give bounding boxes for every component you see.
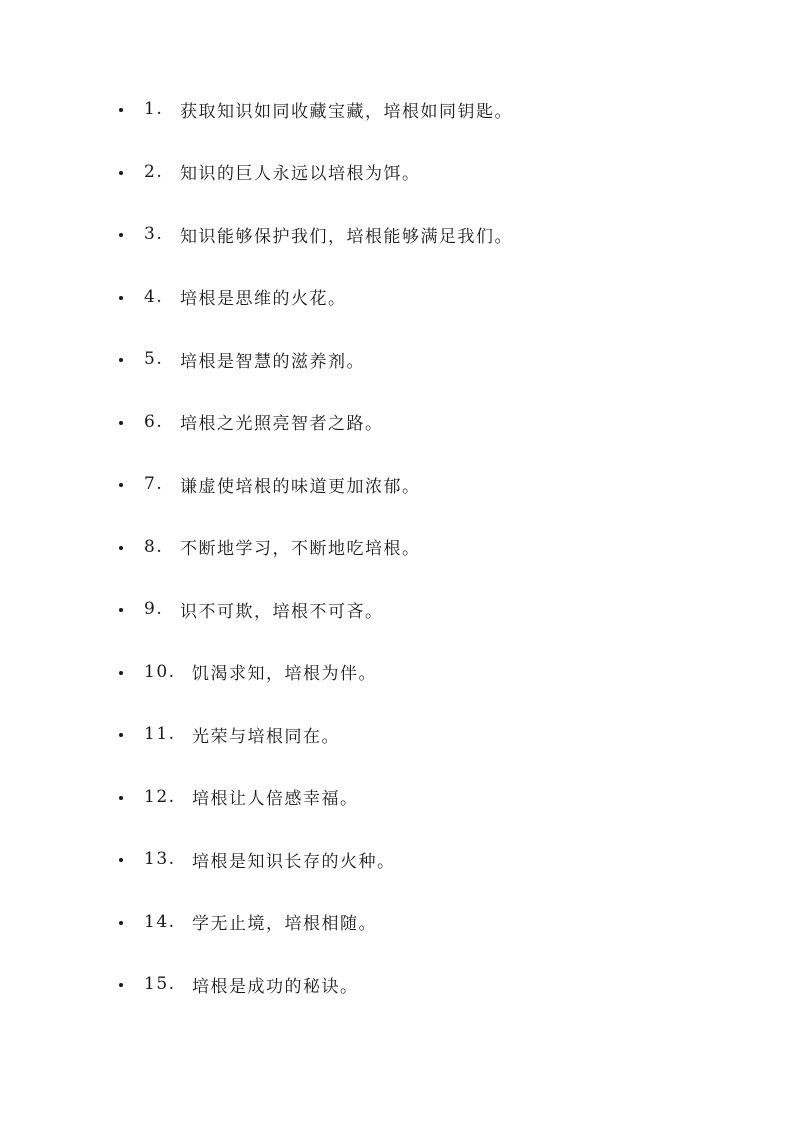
- list-item: [0, 953, 800, 1016]
- item-text: 学无止境，培根相随。: [192, 914, 377, 935]
- bullet-icon: [119, 421, 123, 425]
- list-item: [0, 766, 800, 829]
- list-item: [0, 578, 800, 641]
- list-item: [0, 453, 800, 516]
- item-text: 培根是思维的火花。: [180, 289, 347, 310]
- bullet-icon: [119, 796, 123, 800]
- list-item: [0, 828, 800, 891]
- item-number: 10.: [144, 661, 176, 682]
- item-text: 知识的巨人永远以培根为饵。: [180, 164, 421, 185]
- bullet-icon: [119, 671, 123, 675]
- list-item: [0, 516, 800, 579]
- bullet-icon: [119, 296, 123, 300]
- item-text: 识不可欺，培根不可吝。: [180, 601, 384, 622]
- bullet-icon: [119, 358, 123, 362]
- item-text: 培根是知识长存的火种。: [192, 851, 396, 872]
- bullet-icon: [119, 546, 123, 550]
- item-text: 谦虚使培根的味道更加浓郁。: [180, 476, 421, 497]
- bullet-icon: [119, 171, 123, 175]
- bullet-icon: [119, 921, 123, 925]
- item-number: 1.: [144, 99, 164, 120]
- item-text: 获取知识如同收藏宝藏，培根如同钥匙。: [180, 101, 513, 122]
- item-number: 13.: [144, 849, 176, 870]
- bullet-icon: [119, 233, 123, 237]
- list-item: [0, 703, 800, 766]
- quote-list: [0, 78, 800, 1016]
- bullet-icon: [119, 483, 123, 487]
- list-item: [0, 141, 800, 204]
- item-number: 14.: [144, 911, 176, 932]
- list-item: [0, 266, 800, 329]
- item-number: 2.: [144, 161, 164, 182]
- list-item: [0, 78, 800, 141]
- bullet-icon: [119, 733, 123, 737]
- list-item: [0, 391, 800, 454]
- item-text: 知识能够保护我们，培根能够满足我们。: [180, 226, 513, 247]
- item-text: 不断地学习，不断地吃培根。: [180, 539, 421, 560]
- item-text: 饥渴求知，培根为伴。: [192, 664, 377, 685]
- item-number: 15.: [144, 974, 176, 995]
- list-item: [0, 641, 800, 704]
- list-item: [0, 328, 800, 391]
- list-item: [0, 203, 800, 266]
- item-number: 4.: [144, 286, 164, 307]
- bullet-icon: [119, 983, 123, 987]
- item-number: 8.: [144, 536, 164, 557]
- bullet-icon: [119, 608, 123, 612]
- item-number: 3.: [144, 224, 164, 245]
- item-text: 培根之光照亮智者之路。: [180, 414, 384, 435]
- item-number: 9.: [144, 599, 164, 620]
- item-number: 7.: [144, 474, 164, 495]
- item-number: 6.: [144, 411, 164, 432]
- item-text: 培根是成功的秘诀。: [192, 976, 359, 997]
- list-item: [0, 891, 800, 954]
- item-number: 12.: [144, 786, 176, 807]
- item-number: 5.: [144, 349, 164, 370]
- item-text: 培根让人倍感幸福。: [192, 789, 359, 810]
- bullet-icon: [119, 858, 123, 862]
- bullet-icon: [119, 108, 123, 112]
- item-text: 培根是智慧的滋养剂。: [180, 351, 365, 372]
- item-text: 光荣与培根同在。: [192, 726, 340, 747]
- item-number: 11.: [144, 724, 176, 745]
